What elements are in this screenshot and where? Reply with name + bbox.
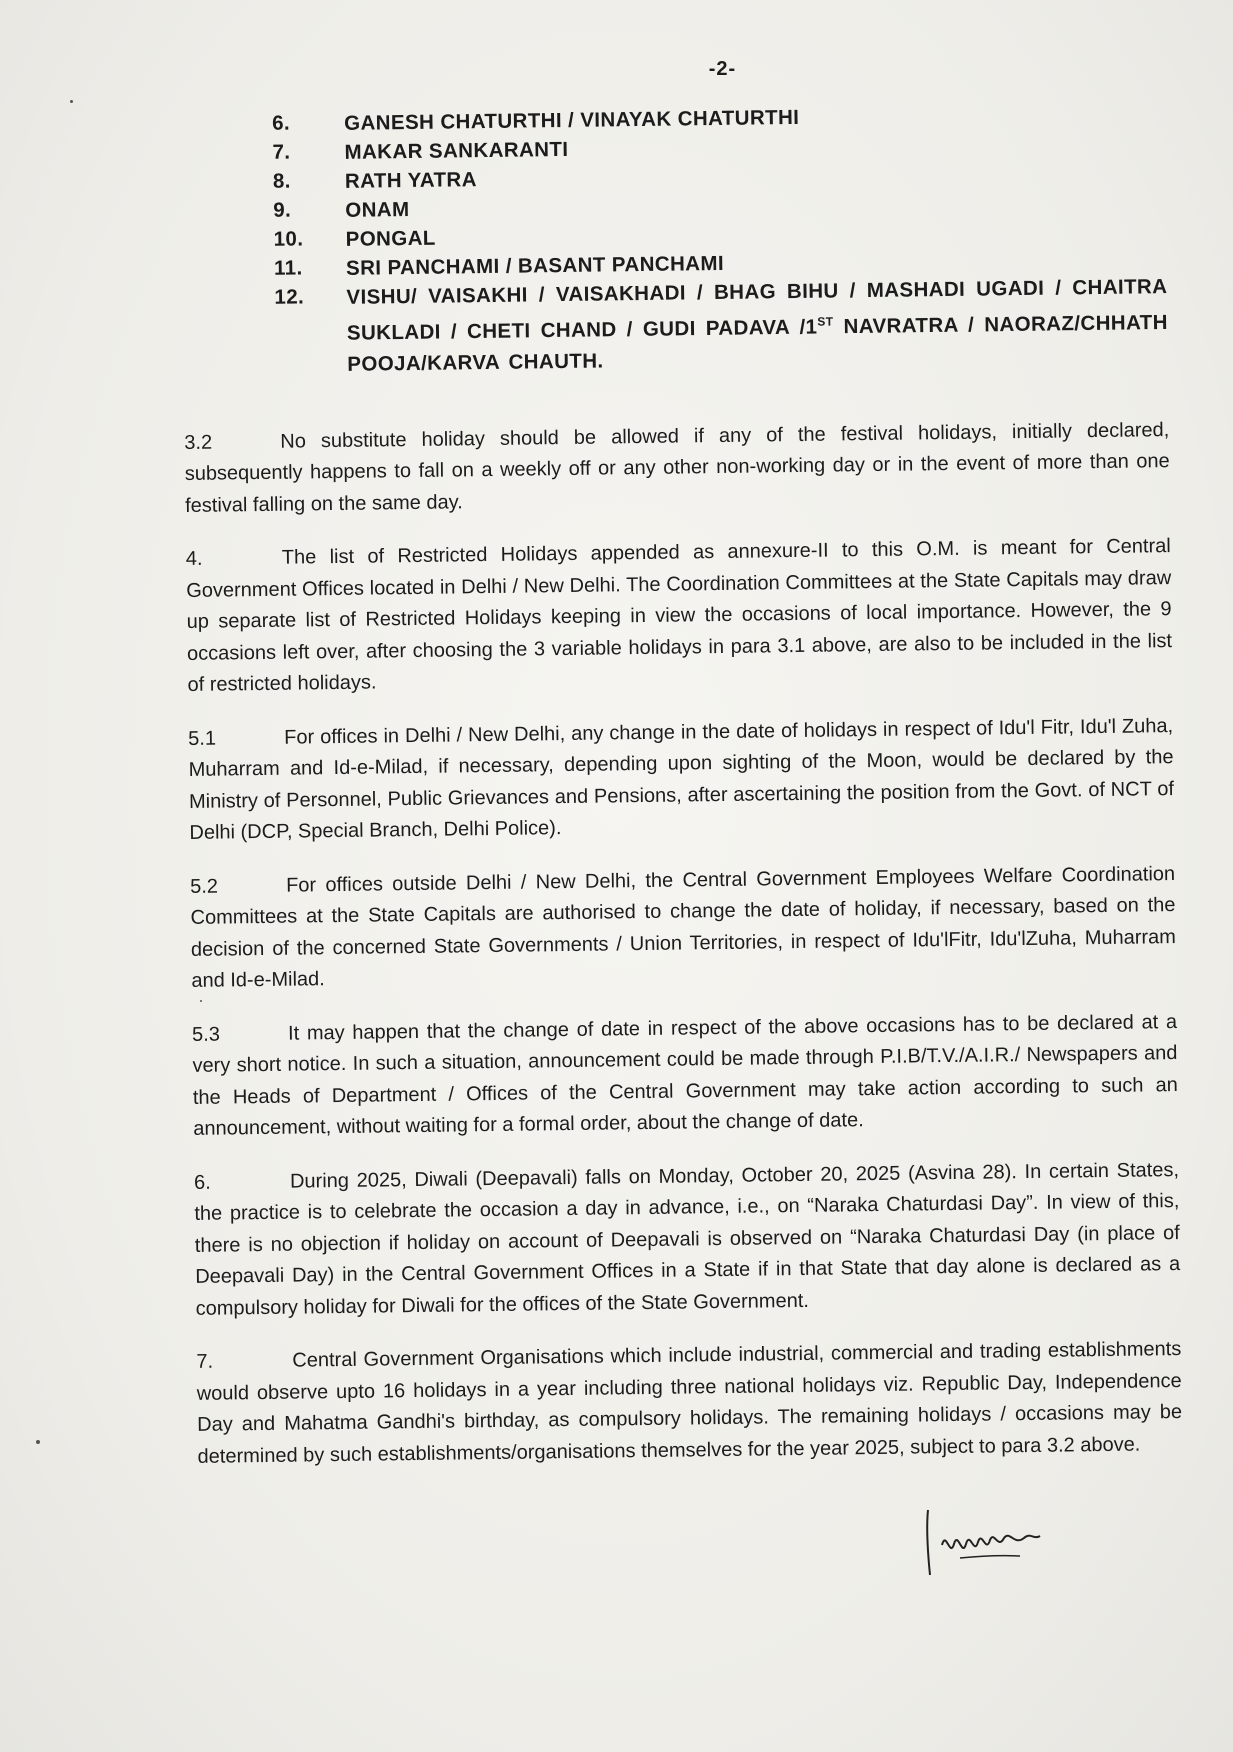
scan-speck [36,1440,40,1444]
paragraph-number: 4. [185,548,203,571]
list-item-number: 9. [273,198,292,222]
paragraph-number: 5.1 [188,727,217,750]
paragraph [196,1334,1183,1473]
paragraph-number: 5.3 [191,1023,221,1046]
list-item-text: GANESH CHATURTHI / VINAYAK CHATURTHI [344,105,800,135]
paragraph [184,415,1170,522]
list-item-text [346,271,1168,380]
scan-speck [70,100,73,103]
paragraph-text: During 2025, Diwali (Deepavali) falls on Monday, October 20, 2025 (Asvina 28). In certain States, the practice is to celebrate the occasion a day in advance, i.e., on “Naraka Chaturdasi Day”. In view of this, there is no objection if holiday on account of Deepavali is observed on “Naraka Chaturdasi Day (in place of Deepavali Day) in the Central Government Offices in a State if in that State that day alone is declared as a compulsory holiday for Diwali for the offices of the State Government. [194,1158,1181,1320]
scan-speck [200,1000,202,1002]
holiday-list [180,99,1168,382]
list-item [274,273,1168,381]
paragraph-text: The list of Restricted Holidays appended as annexure-II to this O.M. is meant for Central Government Offices located in Delhi / New Delhi. The Coordination Committees at the State Capitals may draw up separate list of Restricted Holidays keeping in view the occasions of local importance. However, the 9 occasions left over, after choosing the 3 variable holidays in para 3.1 above, are also to be included in the list of restricted holidays. [186,535,1173,697]
list-item-text: MAKAR SANKARANTI [344,137,569,164]
paragraph-number: 5.2 [189,875,219,898]
paragraph [192,1007,1179,1146]
paragraph-number: 7. [196,1351,214,1374]
paragraph-number: 3.2 [184,431,213,454]
list-item-number: 8. [272,169,291,193]
list-item-text: ONAM [345,198,410,222]
page-number: -2- [708,58,737,80]
paragraph [188,711,1175,850]
list-item-text-part: VISHU/ VAISAKHI / VAISAKHADI / BHAG BIHU / MASHADI UGADI / CHAITRA SUKLADI / CHETI CHAND / GUDI PADAVA /1 [346,275,1168,345]
handwritten-signature [920,1500,1060,1580]
superscript: ST [817,314,834,329]
paragraph-number: 6. [193,1171,211,1194]
list-item-text: PONGAL [345,226,436,251]
paragraph-text: It may happen that the change of date in respect of the above occasions has to be declared at a very short notice. In such a situation, announcement could be made through P.I.B/T.V./A.I.R./ Newspapers and the Heads of Department / Offices of the Central Government may take action according to such an announcement, without waiting for a formal order, about the change of date. [192,1010,1178,1141]
list-item-number: 12. [274,285,305,309]
paragraph-text: No substitute holiday should be allowed if any of the festival holidays, initially declared, subsequently happens to fall on a weekly off or any other non-working day or in the event of more than one festival falling on the same day. [184,418,1170,517]
paragraph-text: For offices outside Delhi / New Delhi, the Central Government Employees Welfare Coordination Committees at the State Capitals are authorised to change the date of holiday, if necessary, based on the decision of the concerned State Governments / Union Territories, in respect of Idu'lFitr, Idu'lZuha, Muharram and Id-e-Milad. [190,862,1177,993]
paragraph [186,531,1173,701]
list-item-number: 7. [272,140,291,164]
list-item-number: 10. [273,227,304,251]
list-item-text-part: NAVRATRA / NAORAZ/CHHATH POOJA/KARVA CHAUTH. [347,310,1168,376]
paragraph-text: For offices in Delhi / New Delhi, any change in the date of holidays in respect of Idu'l Fitr, Idu'l Zuha, Muharram and Id-e-Milad, if necessary, depending upon sighting of the Moon, would be declared by the Ministry of Personnel, Public Grievances and Pensions, after ascertaining the position from the Govt. of NCT of Delhi (DCP, Special Branch, Delhi Police). [188,714,1175,845]
list-item-number: 11. [273,256,303,280]
list-item-text: SRI PANCHAMI / BASANT PANCHAMI [345,251,725,280]
list-item-number: 6. [272,111,291,135]
paragraph [190,859,1177,998]
paragraph [194,1155,1181,1325]
paragraph-text: Central Government Organisations which include industrial, commercial and trading establishments would observe upto 16 holidays in a year including three national holidays viz. Republic Day, Independence Day and Mahatma Gandhi's birthday, as compulsory holidays. The remaining holidays / occasions may be determined by such establishments/organisations themselves for the year 2025, subject to para 3.2 above. [196,1338,1183,1468]
list-item-text: RATH YATRA [344,168,478,193]
document-body [180,99,1183,1495]
